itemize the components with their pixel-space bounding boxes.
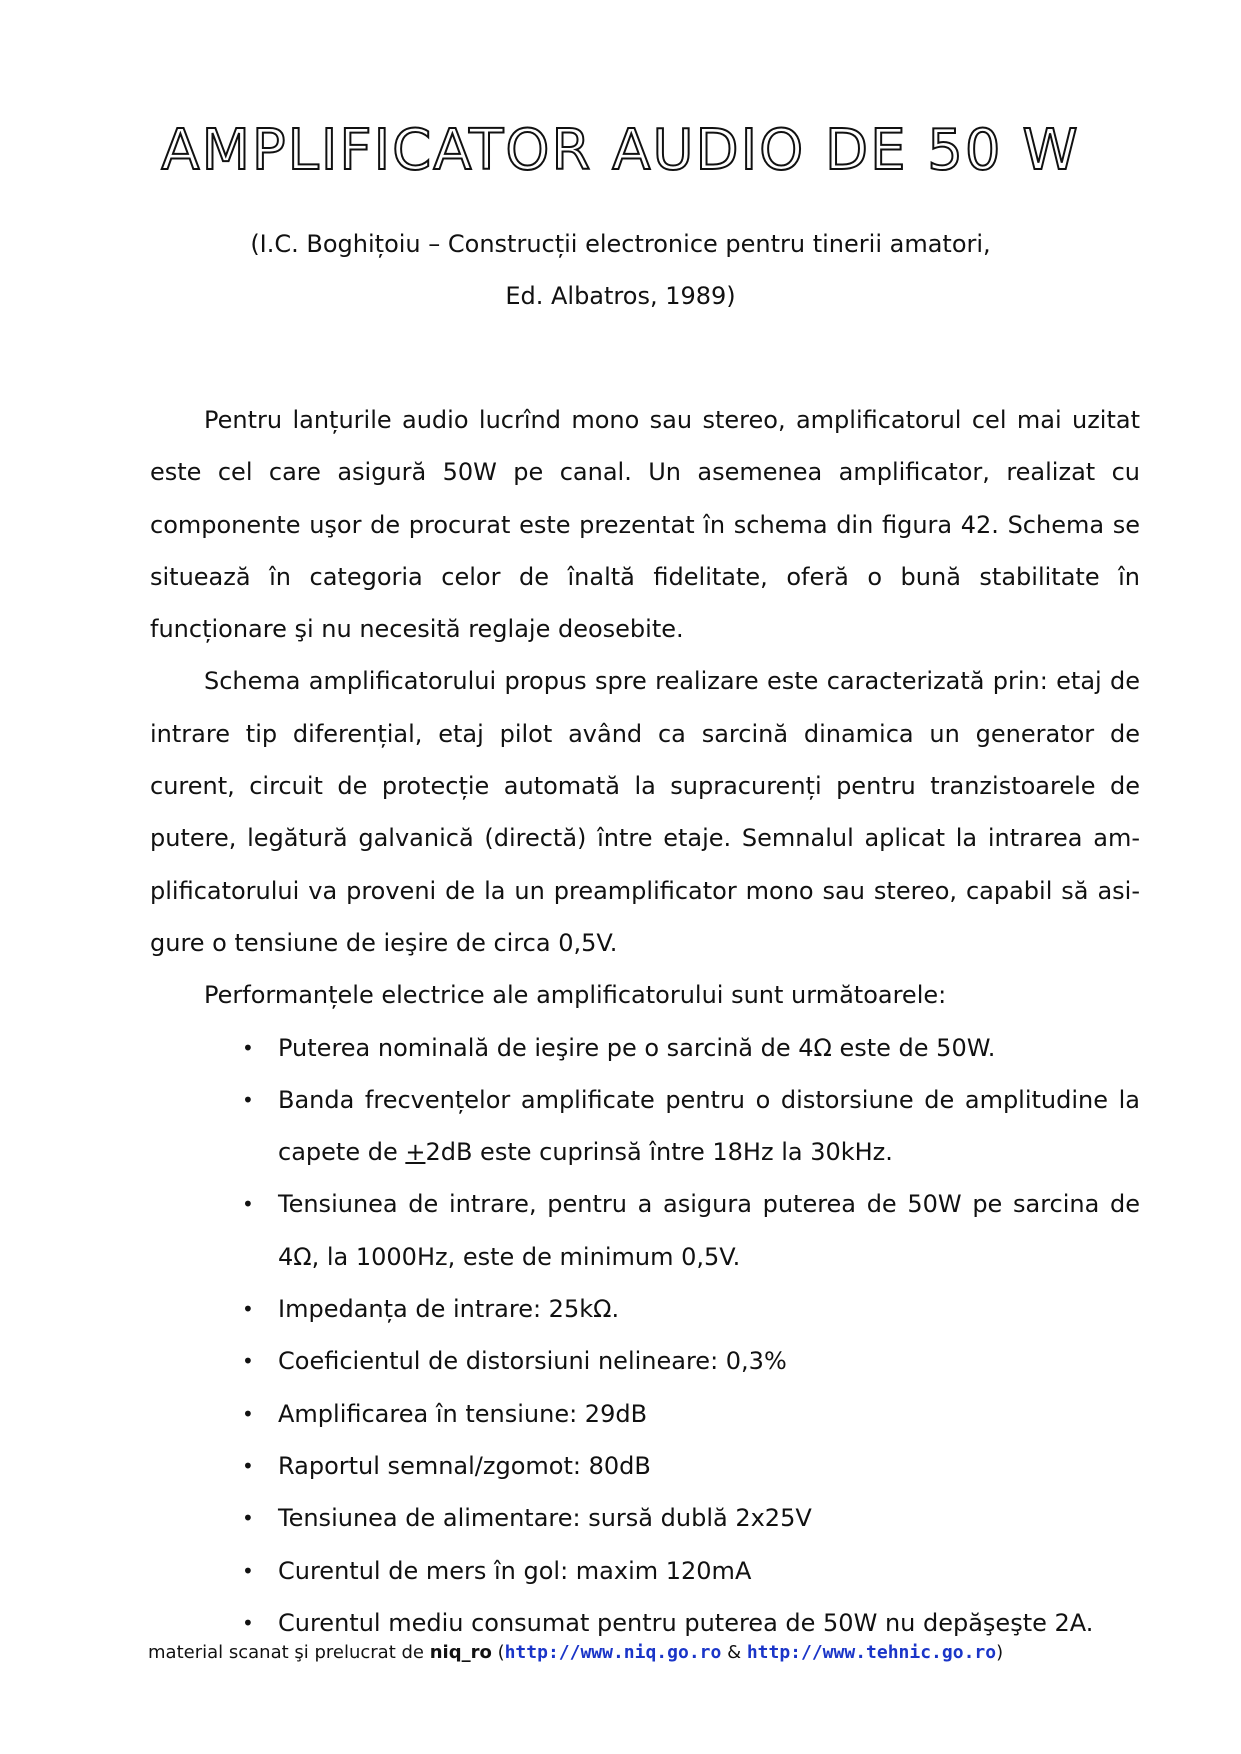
paragraph-schema: Schema amplificatorului propus spre realizare este caracterizată prin: etaj de intrare tip diferențial, etaj pilot având ca sarcină dinamica un generator de curent, circuit de protecție automată la supracurenți pentru tranzistoarele de putere, legătură galvanică (directă) între etaje. Semnalul aplicat la intrarea amplificatorului va proveni de la un preamplificator mono sau stereo, capabil să asigure o tensiune de ieşire de circa 0,5V. (150, 667, 1140, 957)
list-item (150, 1440, 1140, 1492)
list-item (150, 1545, 1140, 1597)
bullet-icon: • (242, 1506, 254, 1531)
bullet-icon: • (242, 1349, 254, 1374)
page-footer (148, 1642, 1003, 1663)
bullet-icon: • (242, 1087, 254, 1112)
footer-link-niq[interactable]: http://www.niq.go.ro (504, 1642, 722, 1663)
list-item-text: Banda frecvențelor amplificate pentru o distorsiune de amplitudine la capete de (278, 1085, 1140, 1167)
bullet-icon: • (242, 1297, 254, 1322)
list-item (150, 1178, 1140, 1283)
list-item-text: Amplificarea în tensiune: 29dB (278, 1399, 648, 1428)
list-item-text: Curentul de mers în gol: maxim 120mA (278, 1556, 752, 1585)
footer-prefix: material scanat şi prelucrat de (148, 1642, 430, 1663)
bullet-icon: • (242, 1401, 254, 1426)
footer-link-tehnic[interactable]: http://www.tehnic.go.ro (746, 1642, 997, 1663)
bullet-icon: • (242, 1558, 254, 1583)
list-item (150, 1074, 1140, 1179)
bullet-icon: • (242, 1453, 254, 1478)
bullet-icon: • (242, 1192, 254, 1217)
list-item-text: Impedanța de intrare: 25kΩ. (278, 1295, 620, 1324)
list-item (150, 1022, 1140, 1074)
performance-list (150, 1022, 1140, 1650)
list-item (150, 1492, 1140, 1544)
source-line-1: (I.C. Boghițoiu – Construcții electronice pentru tinerii amatori, (250, 230, 991, 258)
footer-paren-close: ) (996, 1642, 1004, 1663)
source-citation (0, 218, 1241, 322)
footer-ampersand: & (721, 1642, 747, 1663)
bullet-icon: • (242, 1035, 254, 1060)
list-item-text: Tensiunea de intrare, pentru a asigura puterea de 50W pe sarcina de 4Ω, la 1000Hz, este de minimum 0,5V. (278, 1190, 1140, 1271)
list-item-text: Puterea nominală de ieşire pe o sarcină de 4Ω este de 50W. (278, 1033, 996, 1062)
bullet-icon: • (242, 1610, 254, 1635)
list-item-text: Tensiunea de alimentare: sursă dublă 2x25V (278, 1504, 812, 1533)
list-item-text: Coeficientul de distorsiuni nelineare: 0,3% (278, 1347, 787, 1376)
footer-paren-open: ( (491, 1642, 505, 1663)
paragraph-intro: Pentru lanțurile audio lucrînd mono sau stereo, amplificatorul cel mai uzitat este cel care asigură 50W pe canal. Un asemenea amplificator, realizat cu componente uşor de procurat este prezentat în schema din figura 42. Schema se situează în categoria celor de înaltă fidelitate, oferă o bună stabilitate în funcționare şi nu necesită reglaje deosebite. (150, 406, 1140, 644)
list-item-text: Curentul mediu consumat pentru puterea de 50W nu depăşeşte 2A. (278, 1608, 1094, 1637)
list-item-text: Raportul semnal/zgomot: 80dB (278, 1451, 651, 1480)
document-title: AMPLIFICATOR AUDIO DE 50 W (161, 118, 1080, 183)
paragraph-performance-intro: Performanțele electrice ale amplificatorului sunt următoarele: (204, 981, 947, 1010)
body-text (150, 394, 1140, 1649)
list-item (150, 1388, 1140, 1440)
source-line-2: Ed. Albatros, 1989) (505, 282, 736, 310)
footer-author: niq_ro (429, 1642, 492, 1663)
list-item (150, 1335, 1140, 1387)
list-item (150, 1283, 1140, 1335)
list-item-text: 2dB este cuprinsă între 18Hz la 30kHz. (425, 1138, 893, 1167)
plus-minus-sign: + (405, 1138, 426, 1167)
